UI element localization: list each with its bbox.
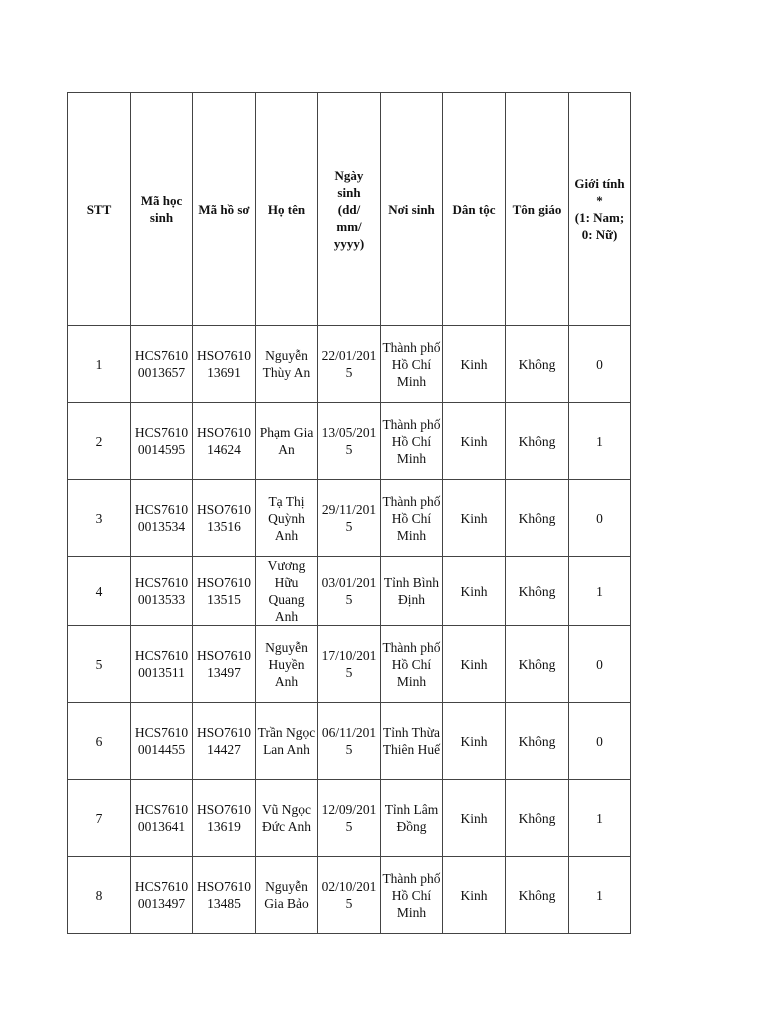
cell-dan-toc — [443, 780, 506, 857]
cell-ngay-sinh — [318, 480, 381, 557]
cell-ma-hoc-sinh-text: 0013497 — [137, 896, 186, 911]
cell-dan-toc — [443, 326, 506, 403]
cell-noi-sinh — [381, 780, 443, 857]
student-table — [67, 92, 631, 934]
cell-noi-sinh — [381, 857, 443, 934]
cell-ton-giao — [506, 403, 569, 480]
cell-ho-ten — [256, 626, 318, 703]
table-row — [68, 326, 631, 403]
cell-ngay-sinh-text: 02/10/201 — [321, 879, 377, 894]
cell-ton-giao-text: Không — [518, 583, 556, 599]
cell-stt-text: 3 — [95, 510, 103, 526]
cell-gioi-tinh-text: 0 — [596, 510, 603, 526]
cell-ton-giao-text: Không — [518, 810, 556, 826]
cell-dan-toc-text: Kinh — [460, 810, 488, 826]
table-row — [68, 626, 631, 703]
cell-ngay-sinh — [318, 403, 381, 480]
header-ngay-sinh — [318, 93, 381, 326]
cell-ngay-sinh-text: 12/09/201 — [321, 802, 377, 817]
cell-ho-ten — [256, 557, 318, 626]
cell-stt-text: 2 — [95, 433, 103, 449]
cell-gioi-tinh-text: 1 — [596, 887, 603, 903]
header-stt: STT — [68, 93, 131, 326]
cell-ngay-sinh-text: 5 — [345, 442, 353, 457]
cell-stt — [68, 557, 131, 626]
cell-ton-giao — [506, 480, 569, 557]
cell-ma-hoc-sinh — [131, 326, 193, 403]
cell-ma-hoc-sinh — [131, 857, 193, 934]
cell-ma-ho-so-text: 13515 — [207, 592, 241, 607]
cell-ma-hoc-sinh-text: HCS7610 — [134, 348, 189, 363]
cell-gioi-tinh — [569, 780, 631, 857]
table-row — [68, 403, 631, 480]
cell-ngay-sinh — [318, 326, 381, 403]
cell-ma-ho-so — [193, 626, 256, 703]
cell-noi-sinh-text: Thành phố Hồ Chí Minh — [382, 416, 441, 466]
cell-ho-ten-text: Phạm Gia An — [259, 425, 314, 457]
cell-ton-giao-text: Không — [518, 356, 556, 372]
cell-stt — [68, 626, 131, 703]
cell-gioi-tinh-text: 1 — [596, 433, 603, 449]
cell-dan-toc — [443, 626, 506, 703]
cell-ngay-sinh-text: 5 — [345, 519, 353, 534]
cell-ma-hoc-sinh — [131, 480, 193, 557]
header-ngay-sinh-line: yyyy) — [333, 235, 365, 251]
table-row — [68, 557, 631, 626]
cell-ngay-sinh-text: 5 — [345, 365, 353, 380]
cell-noi-sinh — [381, 326, 443, 403]
cell-ma-hoc-sinh-text: 0013641 — [137, 819, 186, 834]
cell-stt — [68, 780, 131, 857]
cell-gioi-tinh — [569, 557, 631, 626]
cell-ma-hoc-sinh-text: HCS7610 — [134, 648, 189, 663]
cell-dan-toc-text: Kinh — [460, 583, 488, 599]
header-row — [68, 93, 631, 326]
header-ngay-sinh-line: (dd/ — [337, 201, 361, 217]
cell-ho-ten — [256, 703, 318, 780]
cell-ngay-sinh-text: 5 — [345, 665, 353, 680]
cell-ngay-sinh-text: 17/10/201 — [321, 648, 377, 663]
cell-stt — [68, 857, 131, 934]
cell-ton-giao — [506, 326, 569, 403]
cell-noi-sinh — [381, 403, 443, 480]
cell-noi-sinh — [381, 626, 443, 703]
cell-ho-ten-text: Nguyễn Huyền Anh — [265, 639, 308, 689]
cell-ngay-sinh — [318, 857, 381, 934]
cell-stt-text: 5 — [95, 656, 103, 672]
cell-stt-text: 7 — [95, 810, 103, 826]
cell-noi-sinh-text: Tỉnh Bình Định — [383, 575, 440, 607]
cell-ngay-sinh — [318, 703, 381, 780]
cell-noi-sinh-text: Tỉnh Lâm Đồng — [384, 802, 439, 834]
table-row — [68, 703, 631, 780]
cell-ton-giao — [506, 857, 569, 934]
header-gioi-tinh-line: Giới tính — [574, 176, 625, 191]
cell-ho-ten-text: Trần Ngọc Lan Anh — [257, 725, 316, 757]
cell-gioi-tinh-text: 0 — [596, 356, 603, 372]
cell-ton-giao-text: Không — [518, 656, 556, 672]
cell-ngay-sinh-text: 5 — [345, 819, 353, 834]
cell-noi-sinh-text: Tỉnh Thừa Thiên Huế — [382, 725, 441, 757]
cell-ma-ho-so — [193, 703, 256, 780]
header-noi-sinh: Nơi sinh — [381, 93, 443, 326]
header-ngay-sinh-line: mm/ — [336, 218, 362, 234]
cell-ma-hoc-sinh — [131, 626, 193, 703]
header-gioi-tinh-line: * — [596, 193, 603, 208]
header-ho-ten: Họ tên — [256, 93, 318, 326]
cell-ma-ho-so-text: 13516 — [207, 519, 241, 534]
cell-ma-hoc-sinh-text: 0014455 — [137, 742, 186, 757]
cell-ho-ten-text: Nguyễn Gia Bảo — [264, 879, 309, 911]
cell-dan-toc — [443, 557, 506, 626]
cell-ma-hoc-sinh-text: 0014595 — [137, 442, 186, 457]
cell-ma-hoc-sinh-text: HCS7610 — [134, 502, 189, 517]
cell-ma-hoc-sinh-text: HCS7610 — [134, 575, 189, 590]
cell-ngay-sinh-text: 29/11/201 — [321, 502, 377, 517]
cell-gioi-tinh-text: 0 — [596, 733, 603, 749]
cell-ton-giao-text: Không — [518, 433, 556, 449]
cell-gioi-tinh — [569, 626, 631, 703]
header-gioi-tinh-line: (1: Nam; — [574, 210, 625, 225]
cell-ma-ho-so-text: 13497 — [207, 665, 241, 680]
cell-ho-ten-text: Nguyễn Thùy An — [262, 348, 311, 380]
cell-ma-ho-so-text: 14427 — [207, 742, 241, 757]
cell-dan-toc-text: Kinh — [460, 356, 488, 372]
cell-ma-hoc-sinh — [131, 403, 193, 480]
cell-ma-ho-so-text: HSO7610 — [196, 348, 251, 363]
table-row — [68, 857, 631, 934]
cell-gioi-tinh-text: 0 — [596, 656, 603, 672]
cell-stt-text: 6 — [95, 733, 103, 749]
cell-ma-hoc-sinh — [131, 703, 193, 780]
cell-stt-text: 8 — [95, 887, 103, 903]
cell-ma-hoc-sinh-text: HCS7610 — [134, 725, 189, 740]
header-ngay-sinh-line: Ngày — [334, 167, 364, 183]
cell-noi-sinh-text: Thành phố Hồ Chí Minh — [382, 493, 441, 543]
cell-ton-giao — [506, 703, 569, 780]
cell-ngay-sinh-text: 06/11/201 — [321, 725, 377, 740]
cell-ngay-sinh — [318, 557, 381, 626]
cell-ma-ho-so — [193, 403, 256, 480]
cell-gioi-tinh — [569, 480, 631, 557]
cell-noi-sinh — [381, 703, 443, 780]
cell-gioi-tinh-text: 1 — [596, 810, 603, 826]
cell-ma-ho-so-text: 13619 — [207, 819, 241, 834]
header-gioi-tinh — [569, 93, 631, 326]
cell-ho-ten — [256, 480, 318, 557]
cell-ngay-sinh-text: 5 — [345, 742, 353, 757]
cell-dan-toc-text: Kinh — [460, 433, 488, 449]
cell-ton-giao-text: Không — [518, 887, 556, 903]
cell-ho-ten — [256, 403, 318, 480]
cell-ho-ten — [256, 326, 318, 403]
cell-ngay-sinh-text: 13/05/201 — [321, 425, 377, 440]
cell-ma-ho-so-text: HSO7610 — [196, 802, 251, 817]
cell-ma-ho-so-text: HSO7610 — [196, 575, 251, 590]
cell-ma-ho-so — [193, 557, 256, 626]
header-ngay-sinh-line: sinh — [337, 184, 361, 200]
cell-gioi-tinh — [569, 326, 631, 403]
header-dan-toc: Dân tộc — [443, 93, 506, 326]
cell-noi-sinh — [381, 557, 443, 626]
cell-ma-ho-so-text: HSO7610 — [196, 502, 251, 517]
cell-ma-ho-so-text: HSO7610 — [196, 648, 251, 663]
cell-ma-ho-so — [193, 480, 256, 557]
cell-gioi-tinh — [569, 403, 631, 480]
cell-dan-toc — [443, 403, 506, 480]
cell-ngay-sinh-text: 5 — [345, 896, 353, 911]
cell-ton-giao — [506, 557, 569, 626]
cell-ho-ten-text: Tạ Thị Quỳnh Anh — [268, 493, 305, 543]
cell-ton-giao — [506, 780, 569, 857]
cell-gioi-tinh — [569, 857, 631, 934]
cell-dan-toc-text: Kinh — [460, 733, 488, 749]
cell-noi-sinh — [381, 480, 443, 557]
cell-ma-ho-so-text: 13485 — [207, 896, 241, 911]
header-gioi-tinh-line: 0: Nữ) — [581, 227, 618, 242]
cell-dan-toc — [443, 703, 506, 780]
header-ma-ho-so: Mã hồ sơ — [193, 93, 256, 326]
cell-stt — [68, 703, 131, 780]
cell-ma-hoc-sinh-text: 0013511 — [138, 665, 185, 680]
cell-gioi-tinh-text: 1 — [596, 583, 603, 599]
cell-dan-toc — [443, 857, 506, 934]
cell-stt — [68, 326, 131, 403]
cell-dan-toc — [443, 480, 506, 557]
cell-ngay-sinh-text: 22/01/201 — [321, 348, 377, 363]
cell-ma-ho-so-text: HSO7610 — [196, 425, 251, 440]
cell-stt-text: 1 — [95, 356, 103, 372]
cell-ma-hoc-sinh — [131, 780, 193, 857]
cell-ma-ho-so — [193, 857, 256, 934]
cell-stt — [68, 480, 131, 557]
cell-ma-hoc-sinh-text: HCS7610 — [134, 879, 189, 894]
cell-ma-ho-so — [193, 326, 256, 403]
cell-ngay-sinh-text: 5 — [345, 592, 353, 607]
cell-dan-toc-text: Kinh — [460, 887, 488, 903]
cell-ma-hoc-sinh — [131, 557, 193, 626]
cell-ma-ho-so-text: 14624 — [207, 442, 241, 457]
cell-ho-ten — [256, 780, 318, 857]
table-row — [68, 480, 631, 557]
cell-ma-hoc-sinh-text: 0013533 — [137, 592, 186, 607]
cell-ton-giao-text: Không — [518, 733, 556, 749]
cell-ton-giao — [506, 626, 569, 703]
cell-ma-hoc-sinh-text: 0013657 — [137, 365, 186, 380]
cell-ho-ten-text: Vũ Ngọc Đức Anh — [261, 802, 312, 834]
cell-ma-hoc-sinh-text: HCS7610 — [134, 425, 189, 440]
cell-ho-ten — [256, 857, 318, 934]
cell-noi-sinh-text: Thành phố Hồ Chí Minh — [382, 339, 441, 389]
cell-ma-ho-so-text: HSO7610 — [196, 879, 251, 894]
cell-ho-ten-text: Vương Hữu Quang Anh — [267, 558, 306, 624]
cell-stt — [68, 403, 131, 480]
header-ton-giao: Tôn giáo — [506, 93, 569, 326]
cell-gioi-tinh — [569, 703, 631, 780]
header-ma-hoc-sinh: Mã học sinh — [131, 93, 193, 326]
cell-noi-sinh-text: Thành phố Hồ Chí Minh — [382, 870, 441, 920]
cell-ma-ho-so — [193, 780, 256, 857]
cell-noi-sinh-text: Thành phố Hồ Chí Minh — [382, 639, 441, 689]
cell-ngay-sinh-text: 03/01/201 — [321, 575, 377, 590]
cell-stt-text: 4 — [95, 583, 103, 599]
cell-ma-hoc-sinh-text: 0013534 — [137, 519, 186, 534]
cell-dan-toc-text: Kinh — [460, 656, 488, 672]
cell-ngay-sinh — [318, 780, 381, 857]
cell-ngay-sinh — [318, 626, 381, 703]
cell-ton-giao-text: Không — [518, 510, 556, 526]
cell-ma-hoc-sinh-text: HCS7610 — [134, 802, 189, 817]
cell-ma-ho-so-text: 13691 — [207, 365, 241, 380]
table-row — [68, 780, 631, 857]
cell-ma-ho-so-text: HSO7610 — [196, 725, 251, 740]
cell-dan-toc-text: Kinh — [460, 510, 488, 526]
